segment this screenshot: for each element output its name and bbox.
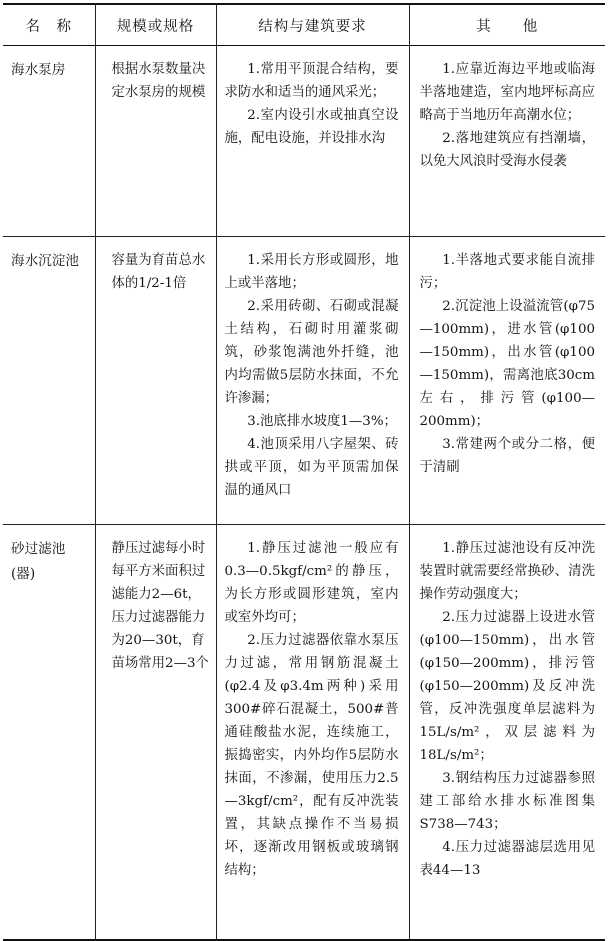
cell-structure — [216, 525, 409, 941]
structure-item: 1.静压过滤池一般应有0.3—0.5kgf/cm²的静压，为长方形或圆形建筑，室内或室外均可； — [224, 541, 399, 625]
table-row — [3, 525, 605, 941]
cell-name: 海水泵房 — [3, 46, 95, 237]
cell-scale — [95, 237, 216, 525]
cell-scale — [95, 525, 216, 941]
cell-structure — [216, 46, 409, 237]
structure-item: 4.池顶采用八字屋架、砖拱或平顶，如为平顶需加保温的通风口 — [224, 437, 399, 498]
cell-name: 海水沉淀池 — [3, 237, 95, 525]
structure-item: 1.采用长方形或圆形，地上或半落地； — [224, 253, 399, 291]
cell-other — [409, 46, 605, 237]
other-item: 4.压力过滤器滤层选用见表44—13 — [419, 840, 595, 878]
table-header — [3, 4, 605, 46]
scale-text: 静压过滤每小时每平方米面积过滤能力2—6t，压力过滤器能力为20—30t，育苗场常用2—3个 — [111, 541, 209, 671]
other-item: 3.常建两个或分二格，便于清刷 — [419, 437, 595, 475]
other-item: 1.静压过滤池设有反冲洗装置时就需要经常换砂、清洗操作劳动强度大； — [419, 541, 595, 602]
cell-structure — [216, 237, 409, 525]
cell-name: 砂过滤池(器) — [3, 525, 95, 941]
other-item: 2.压力过滤器上设进水管(φ100—150mm)，出水管(φ150—200mm)，排污管(φ150—200mm)及反冲洗管，反冲洗强度单层滤料为15L/s/m²，双层滤料为18L/s/m²； — [419, 610, 595, 763]
other-item: 2.落地建筑应有挡潮墙，以免大风浪时受海水侵袭 — [419, 131, 595, 169]
other-item: 2.沉淀池上设溢流管(φ75—100mm)，进水管(φ100—150mm)，出水管(φ100—150mm)，需离池底30cm左右，排污管(φ100—200mm)； — [419, 299, 595, 429]
structure-item: 3.池底排水坡度1—3%； — [247, 414, 397, 429]
scale-text: 根据水泵数量决定水泵房的规模 — [111, 62, 206, 100]
other-item: 3.钢结构压力过滤器参照建工部给水排水标准图集S738—743； — [419, 771, 595, 832]
header-structure: 结构与建筑要求 — [216, 4, 409, 46]
other-item: 1.半落地式要求能自流排污； — [419, 253, 595, 291]
cell-other — [409, 525, 605, 941]
table-row — [3, 237, 605, 525]
scale-text: 容量为育苗总水体的1/2-1倍 — [111, 253, 206, 291]
structure-item: 1.常用平顶混合结构，要求防水和适当的通风采光； — [224, 62, 399, 100]
header-scale: 规模或规格 — [95, 4, 216, 46]
structure-item: 2.压力过滤器依靠水泵压力过滤，常用钢筋混凝土(φ2.4及φ3.4m两种)采用300#碎石混凝土，500#普通硅酸盐水泥，连续施工，振捣密实，内外均作5层防水抹面，不渗漏，使用压力2.5—3kgf/cm²，配有反冲洗装置，其缺点操作不当易损坏，逐渐改用钢板或玻璃钢结构； — [224, 633, 399, 878]
header-other: 其 他 — [409, 4, 605, 46]
header-name: 名 称 — [3, 4, 95, 46]
structure-item: 2.室内设引水或抽真空设施，配电设施，并设排水沟 — [224, 108, 399, 146]
cell-other — [409, 237, 605, 525]
cell-scale — [95, 46, 216, 237]
other-item: 1.应靠近海边平地或临海半落地建造，室内地坪标高应略高于当地历年高潮水位； — [419, 62, 595, 123]
facility-spec-table — [3, 3, 605, 941]
structure-item: 2.采用砖砌、石砌或混凝土结构，石砌时用灌浆砌筑，砂浆饱满池外扦缝，池内均需做5层防水抹面，不允许渗漏； — [224, 299, 399, 406]
table-row — [3, 46, 605, 237]
